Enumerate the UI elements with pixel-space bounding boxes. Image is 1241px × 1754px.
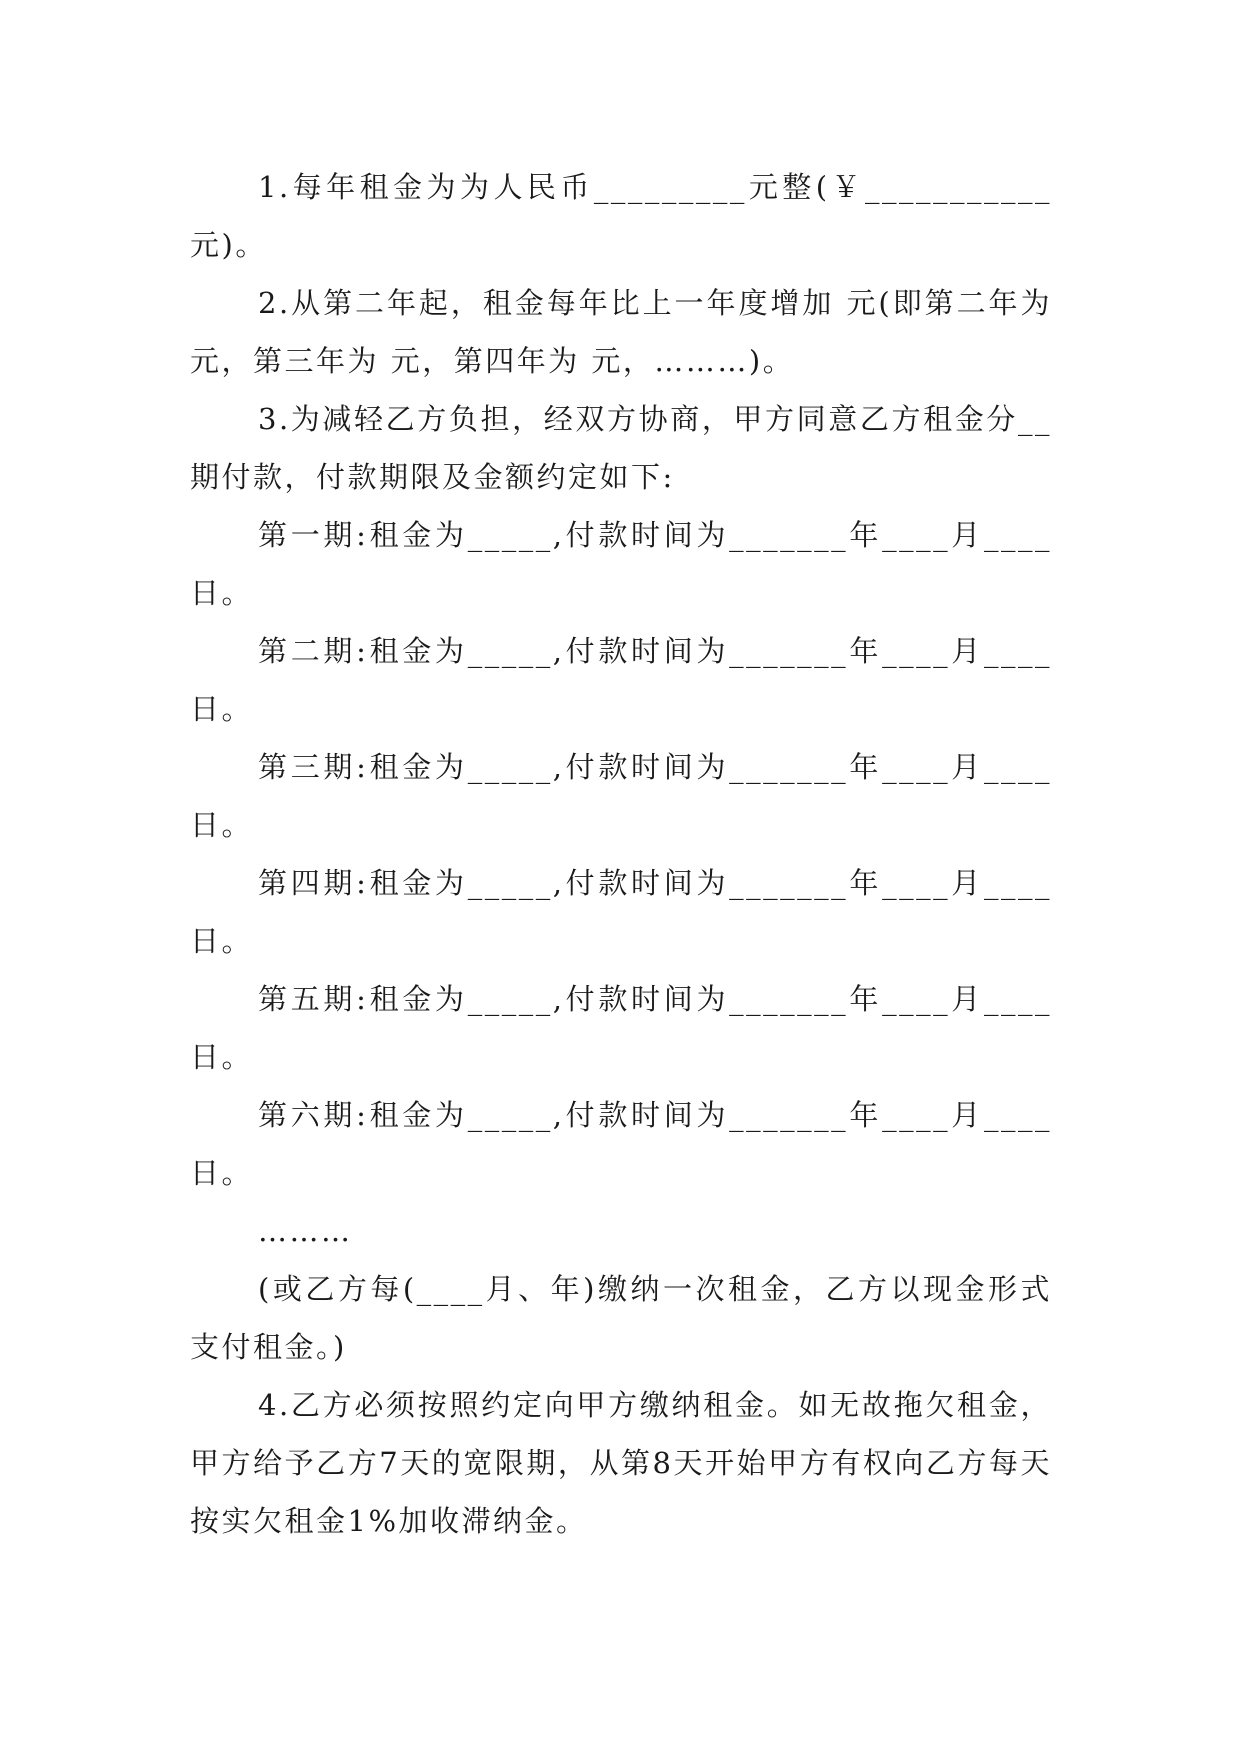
installment-4: 第四期:租金为_____,付款时间为_______年____月____日。 <box>190 866 1052 958</box>
installment-2: 第二期:租金为_____,付款时间为_______年____月____日。 <box>190 634 1052 726</box>
installment-5: 第五期:租金为_____,付款时间为_______年____月____日。 <box>190 982 1052 1074</box>
alternative-payment-note: (或乙方每(____月、年)缴纳一次租金，乙方以现金形式支付租金。) <box>190 1272 1052 1364</box>
clause-1-annual-rent: 1.每年租金为为人民币_________元整(￥___________元)。 <box>190 170 1052 262</box>
document-body <box>190 158 1052 1550</box>
clause-2-rent-increase: 2.从第二年起，租金每年比上一年度增加 元(即第二年为 元，第三年为 元，第四年为 元，………)。 <box>190 286 1052 378</box>
clause-3-installments: 3.为减轻乙方负担，经双方协商，甲方同意乙方租金分__期付款，付款期限及金额约定如下: <box>190 402 1052 494</box>
ellipsis-line: ……… <box>258 1214 353 1248</box>
installment-3: 第三期:租金为_____,付款时间为_______年____月____日。 <box>190 750 1052 842</box>
installment-1: 第一期:租金为_____,付款时间为_______年____月____日。 <box>190 518 1052 610</box>
installment-6: 第六期:租金为_____,付款时间为_______年____月____日。 <box>190 1098 1052 1190</box>
clause-4-late-payment: 4.乙方必须按照约定向甲方缴纳租金。如无故拖欠租金，甲方给予乙方7天的宽限期，从第8天开始甲方有权向乙方每天按实欠租金1%加收滞纳金。 <box>190 1388 1052 1538</box>
